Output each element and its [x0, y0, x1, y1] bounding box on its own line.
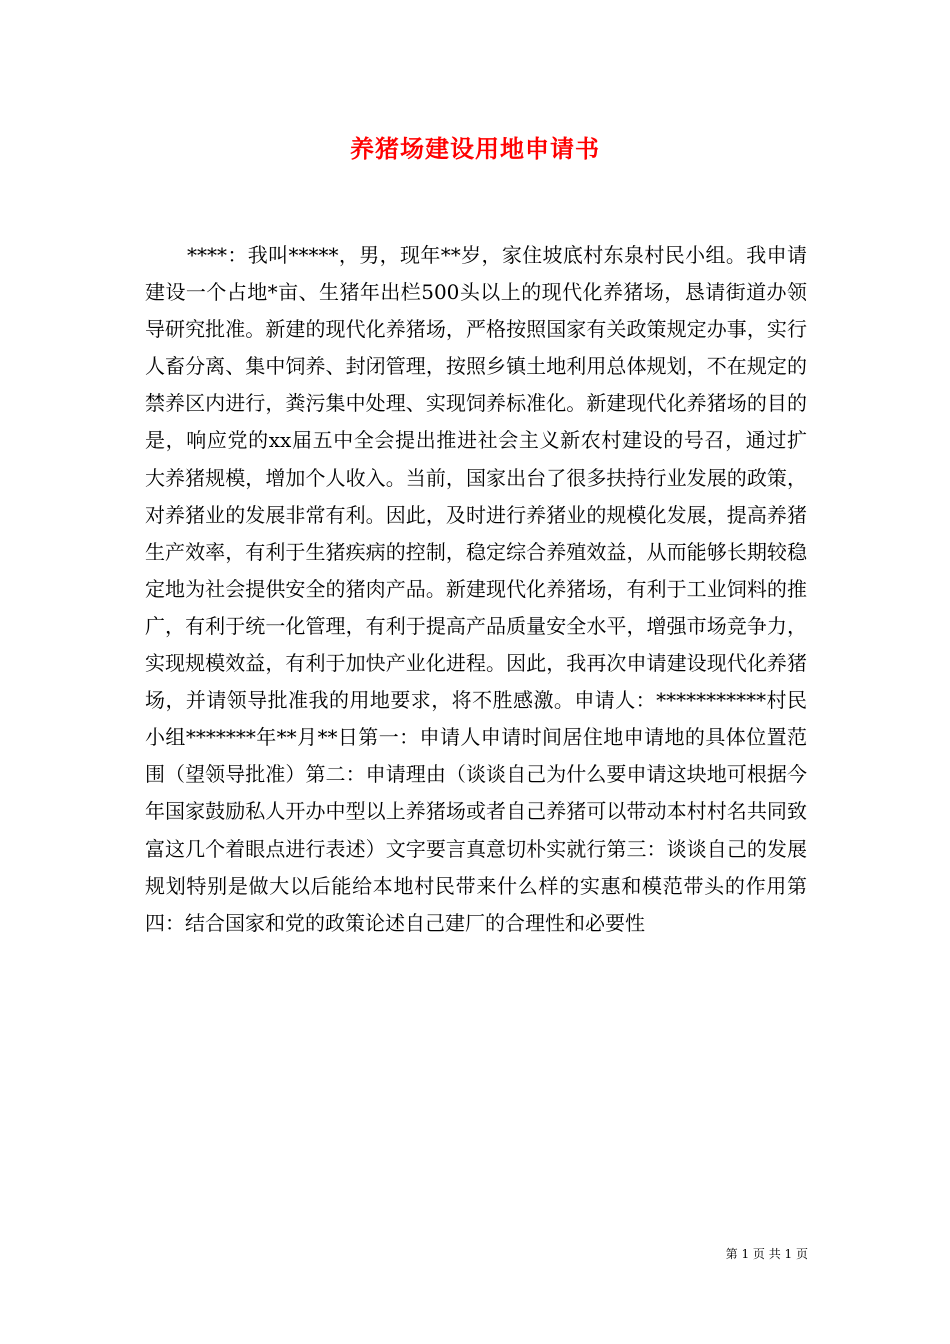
document-title: 养猪场建设用地申请书	[350, 134, 600, 163]
document-body: ****：我叫*****，男，现年**岁，家住坡底村东泉村民小组。我申请建设一个占地*亩、生猪年出栏500头以上的现代化养猪场，恳请街道办领导研究批准。新建的现代化养猪场，严格按照国家有关政策规定办事，实行人畜分离、集中饲养、封闭管理，按照乡镇土地利用总体规划，不在规定的禁养区内进行，粪污集中处理、实现饲养标准化。新建现代化养猪场的目的是，响应党的xx届五中全会提出推进社会主义新农村建设的号召，通过扩大养猪规模，增加个人收入。当前，国家出台了很多扶持行业发展的政策，对养猪业的发展非常有利。因此，及时进行养猪业的规模化发展，提高养猪生产效率，有利于生猪疾病的控制，稳定综合养殖效益，从而能够长期较稳定地为社会提供安全的猪肉产品。新建现代化养猪场，有利于工业饲料的推广，有利于统一化管理，有利于提高产品质量安全水平，增强市场竞争力，实现规模效益，有利于加快产业化进程。因此，我再次申请建设现代化养猪场，并请领导批准我的用地要求，将不胜感激。申请人：***********村民小组*******年**月**日第一：申请人申请时间居住地申请地的具体位置范围（望领导批准）第二：申请理由（谈谈自己为什么要申请这块地可根据今年国家鼓励私人开办中型以上养猪场或者自己养猪可以带动本村村名共同致富这几个着眼点进行表述）文字要言真意切朴实就行第三：谈谈自己的发展规划特别是做大以后能给本地村民带来什么样的实惠和模范带头的作用第四：结合国家和党的政策论述自己建厂的合理性和必要性	[145, 243, 807, 935]
page-number: 第 1 页 共 1 页	[725, 1247, 808, 1261]
